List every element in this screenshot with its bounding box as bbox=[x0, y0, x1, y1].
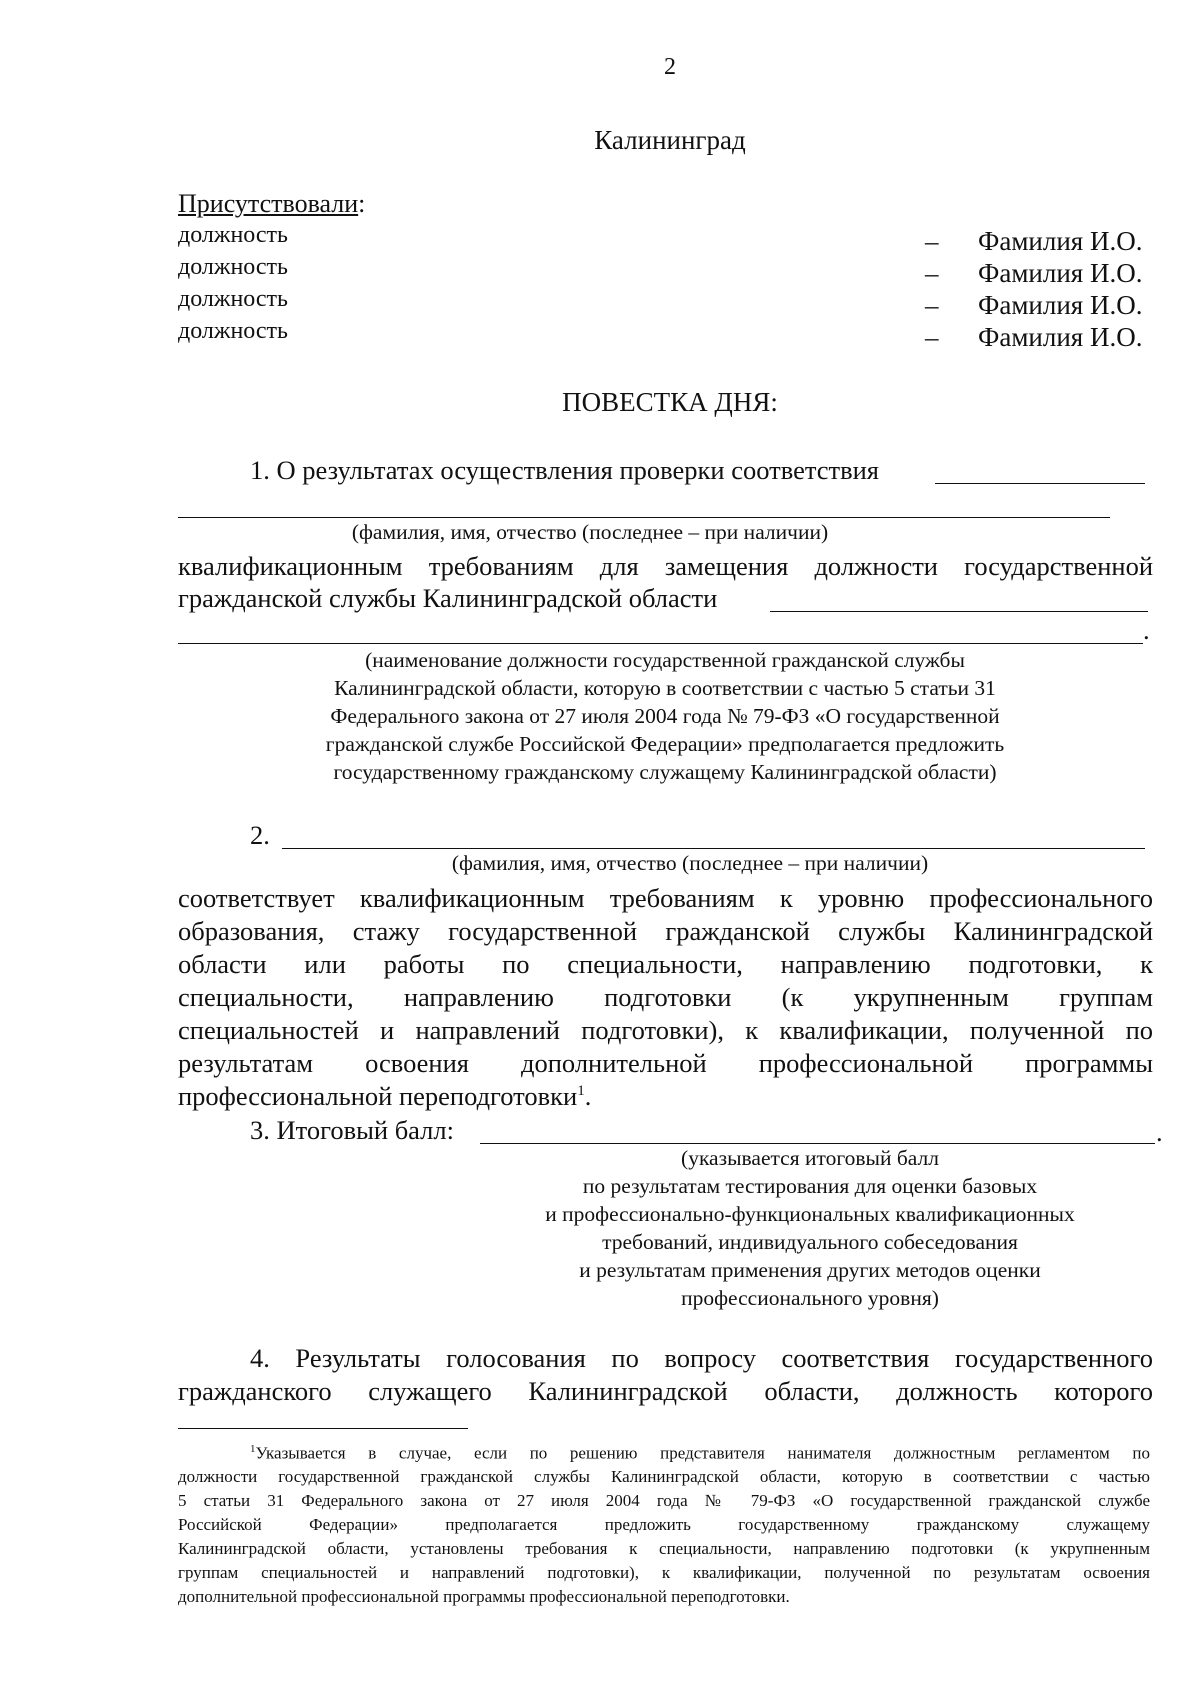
page-number: 2 bbox=[664, 54, 676, 80]
item2-line: результатам освоения дополнительной профессиональной программы bbox=[178, 1048, 1153, 1078]
item2-line: специальностей и направлений подготовки), к квалификации, полученной по bbox=[178, 1015, 1153, 1045]
item2-fio-note: (фамилия, имя, отчество (последнее – при наличии) bbox=[451, 851, 929, 875]
item1-position-blank-line-2 bbox=[178, 643, 1143, 644]
position-note-line: (наименование должности государственной гражданской службы bbox=[365, 648, 965, 672]
item2-line: специальности, направлению подготовки (к укрупненным группам bbox=[178, 982, 1153, 1012]
attendee-position: должность bbox=[178, 254, 288, 280]
position-note-line: Калининградской области, которую в соответствии с частью 5 статьи 31 bbox=[334, 676, 996, 700]
attendee-position: должность bbox=[178, 318, 288, 344]
agenda-title: ПОВЕСТКА ДНЯ: bbox=[562, 387, 778, 417]
score-note-line: профессионального уровня) bbox=[681, 1286, 939, 1310]
attendee-dash: – bbox=[925, 322, 939, 352]
item1-text: 1. О результатах осуществления проверки соответствия bbox=[250, 455, 879, 485]
attendee-dash: – bbox=[925, 290, 939, 320]
footnote-line: Российской Федерации» предполагается предложить государственному гражданскому служащему bbox=[178, 1515, 1150, 1534]
attendee-name: Фамилия И.О. bbox=[978, 258, 1143, 288]
position-note-line: Федерального закона от 27 июля 2004 года № 79-ФЗ «О государственной bbox=[330, 704, 1000, 728]
footnote-line: должности государственной гражданской службы Калининградской области, которую в соответствии с частью bbox=[178, 1467, 1150, 1486]
item3-period: . bbox=[1156, 1117, 1163, 1147]
attendee-position: должность bbox=[178, 222, 288, 248]
attendee-dash: – bbox=[925, 226, 939, 256]
footnote-ref: 1 bbox=[577, 1083, 585, 1100]
footnote-separator bbox=[178, 1428, 468, 1429]
footnote-mark: 1 bbox=[250, 1443, 256, 1455]
item2-last-line-text: профессиональной переподготовки bbox=[178, 1081, 578, 1111]
position-note-line: государственному гражданскому служащему Калининградской области) bbox=[333, 760, 997, 784]
city-title: Калининград bbox=[594, 125, 746, 155]
footnote-line bbox=[178, 1443, 1150, 1464]
score-note-line: (указывается итоговый балл bbox=[681, 1146, 939, 1170]
item1-fio-note: (фамилия, имя, отчество (последнее – при наличии) bbox=[351, 520, 829, 544]
item2-last-line bbox=[178, 1081, 591, 1112]
attendee-name: Фамилия И.О. bbox=[978, 226, 1143, 256]
item2-fio-blank-line bbox=[282, 848, 1145, 849]
item4-line: гражданского служащего Калининградской области, должность которого bbox=[178, 1376, 1153, 1406]
attendee-name: Фамилия И.О. bbox=[978, 290, 1143, 320]
footnote-last-line: дополнительной профессиональной программы профессиональной переподготовки. bbox=[178, 1587, 790, 1606]
attendees-title bbox=[178, 189, 365, 219]
item1-period: . bbox=[1143, 615, 1150, 645]
footnote-line: группам специальностей и направлений подготовки), к квалификации, полученной по результатам освоения bbox=[178, 1563, 1150, 1582]
footnote-line: Калининградской области, установлены требования к специальности, направлению подготовки (к укрупненным bbox=[178, 1539, 1150, 1558]
item2-number: 2. bbox=[250, 820, 270, 850]
score-note-line: и профессионально-функциональных квалификационных bbox=[545, 1202, 1075, 1226]
item1-line1: квалификационным требованиям для замещения должности государственной bbox=[178, 551, 1153, 581]
item1-fio-blank-line-2 bbox=[178, 517, 1110, 518]
item2-line: области или работы по специальности, направлению подготовки, к bbox=[178, 949, 1153, 979]
item4-line: 4. Результаты голосования по вопросу соответствия государственного bbox=[250, 1343, 1153, 1373]
item2-line: образования, стажу государственной гражданской службы Калининградской bbox=[178, 916, 1153, 946]
item2-last-period: . bbox=[584, 1081, 592, 1111]
item3-score-blank-line bbox=[480, 1143, 1155, 1144]
footnote-line-text: Указывается в случае, если по решению представителя нанимателя должностным регламентом по bbox=[255, 1443, 1150, 1463]
item2-line: соответствует квалификационным требованиям к уровню профессионального bbox=[178, 883, 1153, 913]
position-note-line: гражданской службе Российской Федерации» предполагается предложить bbox=[325, 732, 1005, 756]
item1-line2: гражданской службы Калининградской области bbox=[178, 583, 718, 613]
item3-text: 3. Итоговый балл: bbox=[250, 1115, 454, 1145]
footnote-line: 5 статьи 31 Федерального закона от 27 июля 2004 года № 79-ФЗ «О государственной гражданской службе bbox=[178, 1491, 1150, 1510]
score-note-line: по результатам тестирования для оценки базовых bbox=[582, 1174, 1038, 1198]
attendee-dash: – bbox=[925, 258, 939, 288]
score-note-line: и результатам применения других методов оценки bbox=[579, 1258, 1041, 1282]
item1-fio-blank-line bbox=[935, 483, 1145, 484]
score-note-line: требований, индивидуального собеседования bbox=[602, 1230, 1018, 1254]
attendee-name: Фамилия И.О. bbox=[978, 322, 1143, 352]
attendees-title-colon: : bbox=[358, 189, 366, 218]
attendees-title-text: Присутствовали bbox=[178, 189, 359, 218]
attendee-position: должность bbox=[178, 286, 288, 312]
item1-position-blank-line bbox=[770, 611, 1148, 612]
